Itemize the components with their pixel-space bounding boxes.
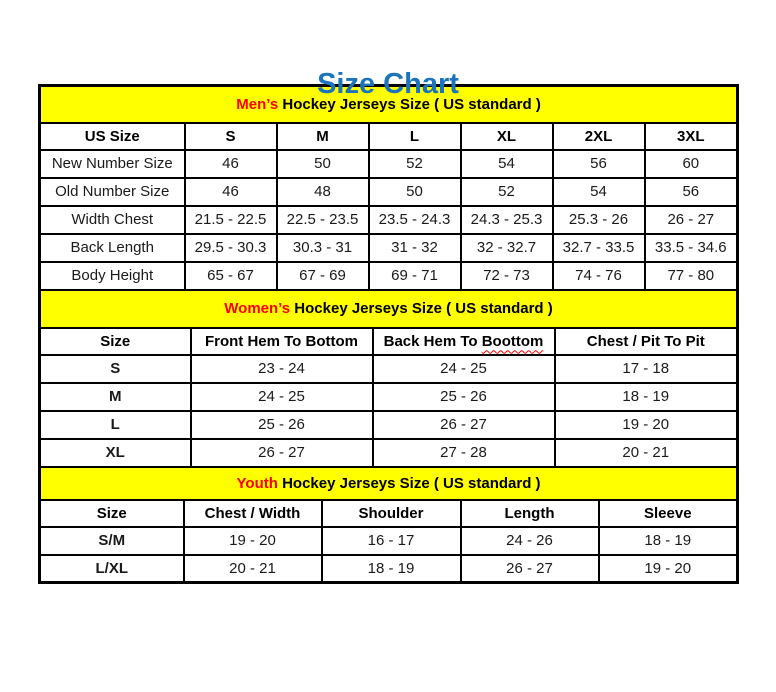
row-label: Back Length [40,234,185,262]
womens-column-header-row [40,328,738,355]
youth-section-header-accent: Youth [236,474,278,492]
youth-row-sm [40,527,738,555]
size-value-cell: 19 - 20 [599,555,738,583]
size-value-cell: 25.3 - 26 [553,206,645,234]
row-label: XL [40,439,191,467]
youth-col-chest-width: Chest / Width [184,500,322,527]
youth-section-header-rest: Hockey Jerseys Size ( US standard ) [277,474,541,492]
size-value-cell: 24 - 25 [191,383,373,411]
row-label: L/XL [40,555,184,583]
womens-col-front-hem: Front Hem To Bottom [191,328,373,355]
womens-row-l [40,411,738,439]
mens-row-width-chest [40,206,738,234]
womens-section-header [40,291,738,328]
row-label: Width Chest [40,206,185,234]
row-label: L [40,411,191,439]
youth-size-table [38,468,739,585]
size-value-cell: 31 - 32 [369,234,461,262]
size-value-cell: 67 - 69 [277,262,369,290]
row-label: S [40,355,191,383]
youth-section-header [40,468,738,500]
youth-col-size: Size [40,500,184,527]
size-value-cell: 29.5 - 30.3 [185,234,277,262]
mens-section-header-rest: Hockey Jerseys Size ( US standard ) [278,95,541,113]
row-label: Old Number Size [40,178,185,206]
size-value-cell: 72 - 73 [461,262,553,290]
size-value-cell: 22.5 - 23.5 [277,206,369,234]
youth-col-length: Length [461,500,599,527]
size-value-cell: 25 - 26 [373,383,555,411]
row-label: M [40,383,191,411]
size-value-cell: 74 - 76 [553,262,645,290]
womens-row-s [40,355,738,383]
womens-section-header-row [40,291,738,328]
size-value-cell: 46 [185,150,277,178]
size-value-cell: 52 [369,150,461,178]
size-value-cell: 26 - 27 [373,411,555,439]
youth-section-header-row [40,468,738,500]
size-value-cell: 21.5 - 22.5 [185,206,277,234]
size-value-cell: 17 - 18 [555,355,738,383]
mens-section-header-accent: Men’s [236,95,279,113]
size-value-cell: 56 [645,178,738,206]
size-value-cell: 26 - 27 [645,206,738,234]
mens-col-m: M [277,123,369,150]
womens-row-m [40,383,738,411]
mens-row-back-length [40,234,738,262]
youth-col-sleeve: Sleeve [599,500,738,527]
size-value-cell: 16 - 17 [322,527,461,555]
size-value-cell: 20 - 21 [555,439,738,467]
size-value-cell: 23 - 24 [191,355,373,383]
row-label: New Number Size [40,150,185,178]
womens-col-size: Size [40,328,191,355]
size-value-cell: 48 [277,178,369,206]
size-value-cell: 60 [645,150,738,178]
size-value-cell: 77 - 80 [645,262,738,290]
size-value-cell: 56 [553,150,645,178]
row-label: Body Height [40,262,185,290]
size-chart [38,84,736,584]
womens-col-back-hem-misspelled-word: Boottom [481,332,544,350]
size-value-cell: 50 [369,178,461,206]
womens-size-table [38,291,739,468]
size-value-cell: 19 - 20 [184,527,322,555]
size-value-cell: 50 [277,150,369,178]
size-value-cell: 23.5 - 24.3 [369,206,461,234]
size-value-cell: 18 - 19 [599,527,738,555]
mens-row-body-height [40,262,738,290]
size-value-cell: 26 - 27 [461,555,599,583]
youth-row-lxl [40,555,738,583]
size-value-cell: 24 - 25 [373,355,555,383]
mens-row-old-number-size [40,178,738,206]
mens-column-header-row [40,123,738,150]
size-value-cell: 18 - 19 [555,383,738,411]
size-value-cell: 69 - 71 [369,262,461,290]
youth-column-header-row [40,500,738,527]
size-value-cell: 18 - 19 [322,555,461,583]
mens-col-s: S [185,123,277,150]
size-value-cell: 32 - 32.7 [461,234,553,262]
womens-col-back-hem [373,328,555,355]
size-value-cell: 24 - 26 [461,527,599,555]
page-title: Size Chart [317,68,459,100]
size-value-cell: 24.3 - 25.3 [461,206,553,234]
mens-col-xl: XL [461,123,553,150]
youth-col-shoulder: Shoulder [322,500,461,527]
size-value-cell: 32.7 - 33.5 [553,234,645,262]
mens-col-3xl: 3XL [645,123,738,150]
size-value-cell: 52 [461,178,553,206]
size-value-cell: 19 - 20 [555,411,738,439]
womens-section-header-rest: Hockey Jerseys Size ( US standard ) [290,300,553,317]
row-label: S/M [40,527,184,555]
size-value-cell: 27 - 28 [373,439,555,467]
size-value-cell: 54 [553,178,645,206]
size-value-cell: 20 - 21 [184,555,322,583]
womens-section-header-accent: Women’s [224,300,291,317]
size-value-cell: 65 - 67 [185,262,277,290]
size-value-cell: 54 [461,150,553,178]
mens-col-us-size: US Size [40,123,185,150]
mens-row-new-number-size [40,150,738,178]
womens-col-back-hem-text: Back Hem To [383,332,482,350]
mens-col-2xl: 2XL [553,123,645,150]
mens-size-table [38,84,739,291]
size-value-cell: 25 - 26 [191,411,373,439]
size-value-cell: 26 - 27 [191,439,373,467]
size-value-cell: 46 [185,178,277,206]
mens-col-l: L [369,123,461,150]
size-value-cell: 30.3 - 31 [277,234,369,262]
size-value-cell: 33.5 - 34.6 [645,234,738,262]
womens-col-chest-pit: Chest / Pit To Pit [555,328,738,355]
womens-row-xl [40,439,738,467]
